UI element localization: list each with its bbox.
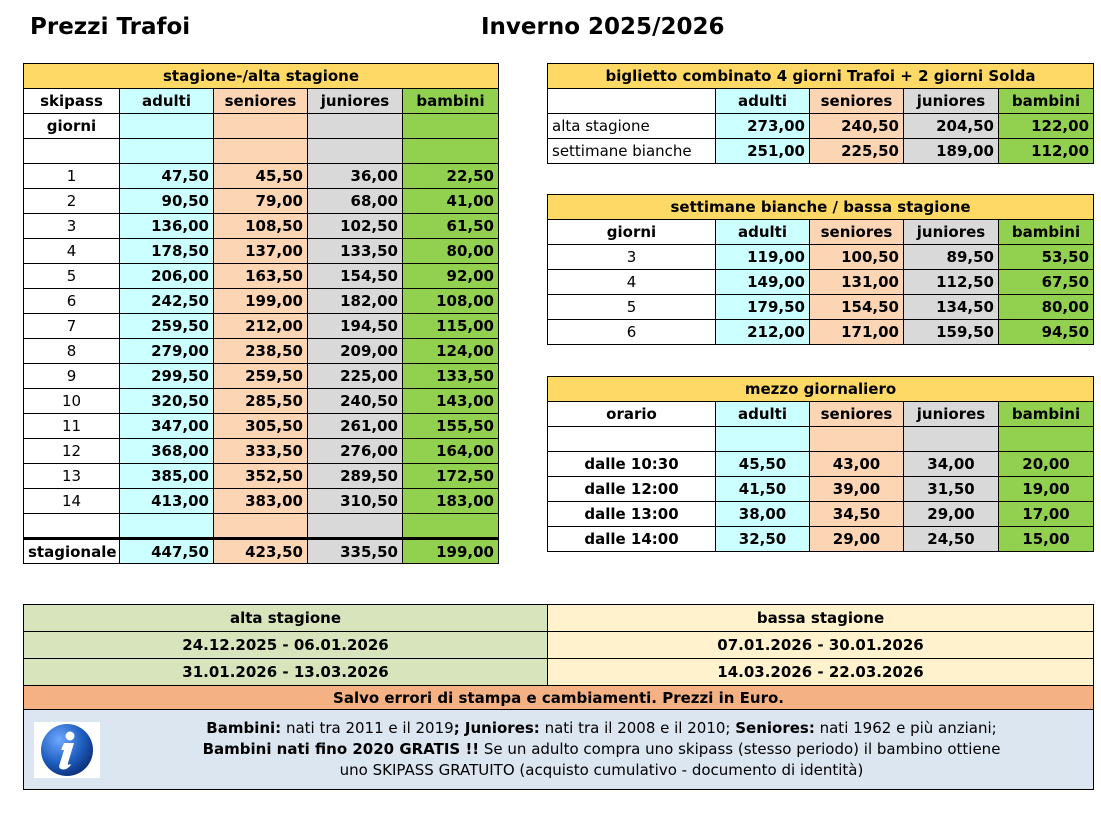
day-cell: 4 bbox=[24, 239, 120, 264]
day-cell: 7 bbox=[24, 314, 120, 339]
day-cell: 1 bbox=[24, 164, 120, 189]
low-season-date-1: 07.01.2026 - 30.01.2026 bbox=[548, 632, 1094, 659]
price-adulti: 149,00 bbox=[716, 270, 810, 295]
info-text-segment: Bambini nati fino 2020 GRATIS !! bbox=[202, 740, 480, 758]
table-row bbox=[24, 364, 499, 389]
blank-cell bbox=[214, 114, 308, 139]
price-seniores: 163,50 bbox=[214, 264, 308, 289]
price-adulti: 242,50 bbox=[120, 289, 214, 314]
price-bambini: 155,50 bbox=[403, 414, 499, 439]
price-adulti: 119,00 bbox=[716, 245, 810, 270]
seasonal-row bbox=[24, 539, 499, 564]
time-cell: dalle 10:30 bbox=[548, 452, 716, 477]
price-seniores: 137,00 bbox=[214, 239, 308, 264]
col-header-orario: orario bbox=[548, 402, 716, 427]
day-cell: 4 bbox=[548, 270, 716, 295]
day-cell: 12 bbox=[24, 439, 120, 464]
price-bambini: 80,00 bbox=[999, 295, 1094, 320]
seasonal-juniores: 335,50 bbox=[308, 539, 403, 564]
price-seniores: 100,50 bbox=[810, 245, 904, 270]
low-season-table bbox=[547, 194, 1094, 345]
day-cell: 9 bbox=[24, 364, 120, 389]
price-juniores: 289,50 bbox=[308, 464, 403, 489]
price-adulti: 273,00 bbox=[716, 114, 810, 139]
price-adulti: 136,00 bbox=[120, 214, 214, 239]
info-line-2 bbox=[114, 739, 1089, 760]
price-adulti: 32,50 bbox=[716, 527, 810, 552]
price-bambini: 94,50 bbox=[999, 320, 1094, 345]
info-icon bbox=[34, 722, 100, 778]
price-bambini: 164,00 bbox=[403, 439, 499, 464]
price-adulti: 206,00 bbox=[120, 264, 214, 289]
combo-table bbox=[547, 63, 1094, 164]
blank-cell bbox=[120, 114, 214, 139]
price-seniores: 333,50 bbox=[214, 439, 308, 464]
blank-cell bbox=[24, 514, 120, 539]
table-row bbox=[548, 452, 1094, 477]
col-header-bambini: bambini bbox=[999, 220, 1094, 245]
page-title: Prezzi Trafoi bbox=[30, 14, 191, 40]
price-juniores: 24,50 bbox=[904, 527, 999, 552]
price-seniores: 154,50 bbox=[810, 295, 904, 320]
price-seniores: 240,50 bbox=[810, 114, 904, 139]
price-adulti: 41,50 bbox=[716, 477, 810, 502]
price-bambini: 41,00 bbox=[403, 189, 499, 214]
price-juniores: 31,50 bbox=[904, 477, 999, 502]
main-header-row bbox=[24, 89, 499, 114]
price-bambini: 183,00 bbox=[403, 489, 499, 514]
price-seniores: 225,50 bbox=[810, 139, 904, 164]
price-adulti: 299,50 bbox=[120, 364, 214, 389]
price-adulti: 385,00 bbox=[120, 464, 214, 489]
main-price-table bbox=[23, 63, 499, 564]
price-bambini: 22,50 bbox=[403, 164, 499, 189]
price-bambini: 172,50 bbox=[403, 464, 499, 489]
price-adulti: 45,50 bbox=[716, 452, 810, 477]
table-row bbox=[24, 439, 499, 464]
price-juniores: 29,00 bbox=[904, 502, 999, 527]
price-seniores: 212,00 bbox=[214, 314, 308, 339]
info-text-segment: Se un adulto compra uno skipass (stesso periodo) il bambino ottiene bbox=[479, 740, 1001, 758]
price-juniores: 261,00 bbox=[308, 414, 403, 439]
price-adulti: 413,00 bbox=[120, 489, 214, 514]
info-text-segment: nati tra 2011 e il 2019 bbox=[281, 719, 454, 737]
table-row bbox=[24, 489, 499, 514]
table-row bbox=[24, 464, 499, 489]
price-juniores: 310,50 bbox=[308, 489, 403, 514]
table-row bbox=[24, 264, 499, 289]
col-header-bambini: bambini bbox=[999, 89, 1094, 114]
price-juniores: 189,00 bbox=[904, 139, 999, 164]
col-header-giorni: giorni bbox=[548, 220, 716, 245]
info-text-segment: uno SKIPASS GRATUITO (acquisto cumulativo - documento di identità) bbox=[339, 761, 864, 779]
price-juniores: 154,50 bbox=[308, 264, 403, 289]
day-cell: 3 bbox=[548, 245, 716, 270]
table-row bbox=[548, 245, 1094, 270]
low-table-title: settimane bianche / bassa stagione bbox=[548, 195, 1094, 220]
blank-cell bbox=[403, 514, 499, 539]
blank-cell bbox=[214, 514, 308, 539]
main-subheader-row bbox=[24, 114, 499, 139]
price-adulti: 90,50 bbox=[120, 189, 214, 214]
price-seniores: 238,50 bbox=[214, 339, 308, 364]
blank-cell bbox=[999, 427, 1094, 452]
info-icon-frame bbox=[34, 722, 100, 778]
info-line-3 bbox=[114, 760, 1089, 781]
blank-cell bbox=[308, 139, 403, 164]
blank-cell bbox=[24, 139, 120, 164]
day-cell: 11 bbox=[24, 414, 120, 439]
time-cell: dalle 14:00 bbox=[548, 527, 716, 552]
day-cell: 5 bbox=[548, 295, 716, 320]
table-row bbox=[24, 289, 499, 314]
price-seniores: 383,00 bbox=[214, 489, 308, 514]
price-seniores: 352,50 bbox=[214, 464, 308, 489]
col-header-adulti: adulti bbox=[716, 220, 810, 245]
day-cell: 5 bbox=[24, 264, 120, 289]
price-bambini: 112,00 bbox=[999, 139, 1094, 164]
price-adulti: 279,00 bbox=[120, 339, 214, 364]
price-bambini: 124,00 bbox=[403, 339, 499, 364]
seasonal-seniores: 423,50 bbox=[214, 539, 308, 564]
price-adulti: 259,50 bbox=[120, 314, 214, 339]
blank-cell bbox=[548, 427, 716, 452]
col-header-seniores: seniores bbox=[810, 89, 904, 114]
price-bambini: 61,50 bbox=[403, 214, 499, 239]
price-seniores: 108,50 bbox=[214, 214, 308, 239]
price-seniores: 305,50 bbox=[214, 414, 308, 439]
price-bambini: 115,00 bbox=[403, 314, 499, 339]
price-seniores: 79,00 bbox=[214, 189, 308, 214]
blank-cell bbox=[308, 514, 403, 539]
price-juniores: 102,50 bbox=[308, 214, 403, 239]
info-box bbox=[24, 710, 1094, 790]
price-juniores: 112,50 bbox=[904, 270, 999, 295]
blank-cell bbox=[548, 89, 716, 114]
blank-cell bbox=[810, 427, 904, 452]
half-table-title: mezzo giornaliero bbox=[548, 377, 1094, 402]
price-bambini: 108,00 bbox=[403, 289, 499, 314]
seasonal-bambini: 199,00 bbox=[403, 539, 499, 564]
col-subheader-giorni: giorni bbox=[24, 114, 120, 139]
price-seniores: 43,00 bbox=[810, 452, 904, 477]
price-bambini: 19,00 bbox=[999, 477, 1094, 502]
table-row bbox=[548, 502, 1094, 527]
price-bambini: 122,00 bbox=[999, 114, 1094, 139]
blank-cell bbox=[403, 139, 499, 164]
table-row bbox=[24, 314, 499, 339]
day-cell: 6 bbox=[24, 289, 120, 314]
price-seniores: 171,00 bbox=[810, 320, 904, 345]
price-bambini: 20,00 bbox=[999, 452, 1094, 477]
col-header-skipass: skipass bbox=[24, 89, 120, 114]
table-row bbox=[24, 339, 499, 364]
price-adulti: 368,00 bbox=[120, 439, 214, 464]
blank-cell bbox=[308, 114, 403, 139]
price-adulti: 251,00 bbox=[716, 139, 810, 164]
day-cell: 14 bbox=[24, 489, 120, 514]
combo-table-title: biglietto combinato 4 giorni Trafoi + 2 giorni Solda bbox=[548, 64, 1094, 89]
table-row bbox=[548, 295, 1094, 320]
price-bambini: 133,50 bbox=[403, 364, 499, 389]
price-seniores: 29,00 bbox=[810, 527, 904, 552]
blank-cell bbox=[716, 427, 810, 452]
col-header-juniores: juniores bbox=[904, 402, 999, 427]
col-header-seniores: seniores bbox=[214, 89, 308, 114]
high-season-date-2: 31.01.2026 - 13.03.2026 bbox=[24, 659, 548, 686]
blank-cell bbox=[120, 139, 214, 164]
table-row bbox=[548, 320, 1094, 345]
price-juniores: 194,50 bbox=[308, 314, 403, 339]
price-adulti: 47,50 bbox=[120, 164, 214, 189]
price-juniores: 133,50 bbox=[308, 239, 403, 264]
price-seniores: 45,50 bbox=[214, 164, 308, 189]
blank-cell bbox=[904, 427, 999, 452]
price-seniores: 39,00 bbox=[810, 477, 904, 502]
price-bambini: 53,50 bbox=[999, 245, 1094, 270]
price-bambini: 67,50 bbox=[999, 270, 1094, 295]
day-cell: 6 bbox=[548, 320, 716, 345]
table-row bbox=[24, 389, 499, 414]
table-row bbox=[24, 414, 499, 439]
price-adulti: 347,00 bbox=[120, 414, 214, 439]
low-season-date-2: 14.03.2026 - 22.03.2026 bbox=[548, 659, 1094, 686]
seasonal-label: stagionale bbox=[24, 539, 120, 564]
high-season-header: alta stagione bbox=[24, 605, 548, 632]
price-adulti: 212,00 bbox=[716, 320, 810, 345]
col-header-seniores: seniores bbox=[810, 402, 904, 427]
price-juniores: 89,50 bbox=[904, 245, 999, 270]
season-title: Inverno 2025/2026 bbox=[481, 14, 725, 40]
time-cell: dalle 13:00 bbox=[548, 502, 716, 527]
price-bambini: 17,00 bbox=[999, 502, 1094, 527]
blank-cell bbox=[403, 114, 499, 139]
day-cell: 3 bbox=[24, 214, 120, 239]
low-season-header: bassa stagione bbox=[548, 605, 1094, 632]
price-juniores: 225,00 bbox=[308, 364, 403, 389]
season-periods-table bbox=[23, 604, 1094, 790]
price-seniores: 34,50 bbox=[810, 502, 904, 527]
price-seniores: 259,50 bbox=[214, 364, 308, 389]
blank-row bbox=[24, 514, 499, 539]
col-header-bambini: bambini bbox=[999, 402, 1094, 427]
price-juniores: 34,00 bbox=[904, 452, 999, 477]
table-row bbox=[548, 270, 1094, 295]
high-season-date-1: 24.12.2025 - 06.01.2026 bbox=[24, 632, 548, 659]
col-header-bambini: bambini bbox=[403, 89, 499, 114]
price-juniores: 276,00 bbox=[308, 439, 403, 464]
main-table-title: stagione-/alta stagione bbox=[24, 64, 499, 89]
price-bambini: 80,00 bbox=[403, 239, 499, 264]
info-text-segment: Bambini: bbox=[206, 719, 282, 737]
price-juniores: 240,50 bbox=[308, 389, 403, 414]
blank-row bbox=[24, 139, 499, 164]
price-bambini: 143,00 bbox=[403, 389, 499, 414]
info-text-segment: ; Juniores: bbox=[453, 719, 540, 737]
price-juniores: 204,50 bbox=[904, 114, 999, 139]
table-row bbox=[548, 114, 1094, 139]
price-juniores: 68,00 bbox=[308, 189, 403, 214]
col-header-adulti: adulti bbox=[716, 89, 810, 114]
day-cell: 2 bbox=[24, 189, 120, 214]
table-row bbox=[24, 164, 499, 189]
col-header-juniores: juniores bbox=[904, 220, 999, 245]
price-adulti: 179,50 bbox=[716, 295, 810, 320]
price-juniores: 209,00 bbox=[308, 339, 403, 364]
row-label: settimane bianche bbox=[548, 139, 716, 164]
blank-cell bbox=[214, 139, 308, 164]
price-seniores: 199,00 bbox=[214, 289, 308, 314]
price-juniores: 182,00 bbox=[308, 289, 403, 314]
day-cell: 10 bbox=[24, 389, 120, 414]
price-juniores: 134,50 bbox=[904, 295, 999, 320]
price-seniores: 285,50 bbox=[214, 389, 308, 414]
price-adulti: 178,50 bbox=[120, 239, 214, 264]
day-cell: 8 bbox=[24, 339, 120, 364]
table-row bbox=[24, 239, 499, 264]
disclaimer-note: Salvo errori di stampa e cambiamenti. Prezzi in Euro. bbox=[24, 686, 1094, 710]
price-seniores: 131,00 bbox=[810, 270, 904, 295]
table-row bbox=[548, 477, 1094, 502]
col-header-adulti: adulti bbox=[120, 89, 214, 114]
info-text-segment: nati 1962 e più anziani; bbox=[814, 719, 997, 737]
col-header-juniores: juniores bbox=[308, 89, 403, 114]
table-row bbox=[24, 189, 499, 214]
half-day-table bbox=[547, 376, 1094, 552]
day-cell: 13 bbox=[24, 464, 120, 489]
col-header-adulti: adulti bbox=[716, 402, 810, 427]
price-juniores: 159,50 bbox=[904, 320, 999, 345]
seasonal-adulti: 447,50 bbox=[120, 539, 214, 564]
info-text-segment: Seniores: bbox=[735, 719, 815, 737]
time-cell: dalle 12:00 bbox=[548, 477, 716, 502]
price-juniores: 36,00 bbox=[308, 164, 403, 189]
row-label: alta stagione bbox=[548, 114, 716, 139]
main-title-row bbox=[24, 64, 499, 89]
price-adulti: 38,00 bbox=[716, 502, 810, 527]
table-row bbox=[548, 527, 1094, 552]
info-text-segment: nati tra il 2008 e il 2010; bbox=[539, 719, 736, 737]
col-header-seniores: seniores bbox=[810, 220, 904, 245]
price-bambini: 15,00 bbox=[999, 527, 1094, 552]
info-line-1 bbox=[114, 718, 1089, 739]
table-row bbox=[24, 214, 499, 239]
col-header-juniores: juniores bbox=[904, 89, 999, 114]
price-bambini: 92,00 bbox=[403, 264, 499, 289]
table-row bbox=[548, 139, 1094, 164]
blank-cell bbox=[120, 514, 214, 539]
price-adulti: 320,50 bbox=[120, 389, 214, 414]
